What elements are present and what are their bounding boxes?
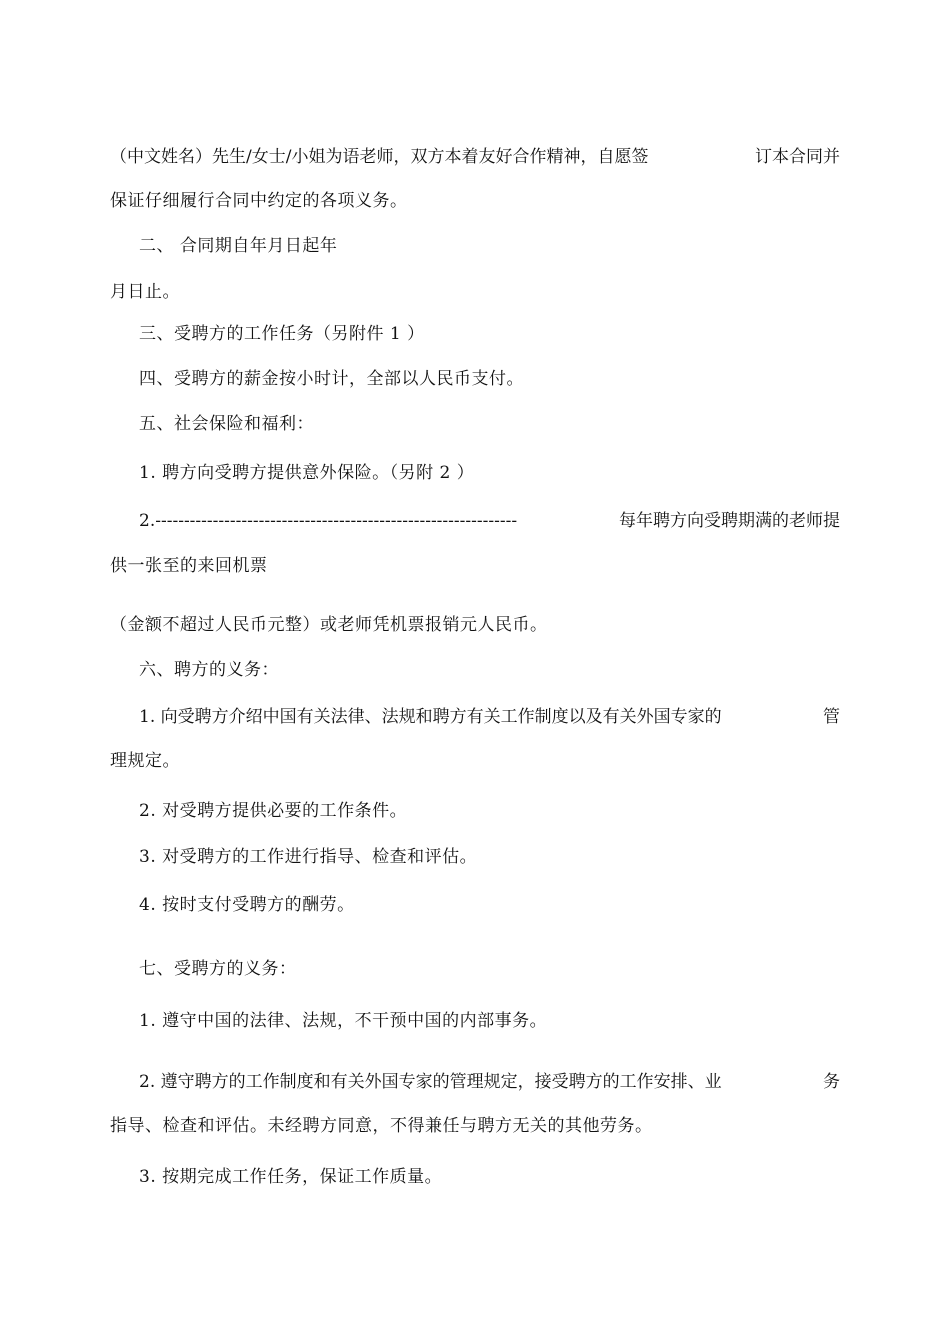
section-7-heading: 七、受聘方的义务： <box>139 959 297 979</box>
section-3-heading: 三、受聘方的工作任务（另附件 1 ） <box>139 324 425 344</box>
section-7-item-3: 3. 按期完成工作任务，保证工作质量。 <box>139 1167 443 1187</box>
section-6-item-1-tail: 管 <box>823 707 840 727</box>
section-7-item-2-tail: 务 <box>823 1072 840 1092</box>
section-6-item-1-line-2: 理规定。 <box>110 751 180 771</box>
section-5-item-1: 1. 聘方向受聘方提供意外保险。（另附 2 ） <box>139 463 475 483</box>
section-5-item-2-dashes: 2.--------------------------------------------------------------- <box>139 511 518 531</box>
section-5-item-2 <box>139 510 840 532</box>
section-2-continuation: 月日止。 <box>110 282 180 302</box>
section-6-item-1 <box>139 706 840 728</box>
section-6-item-4: 4. 按时支付受聘方的酬劳。 <box>139 895 355 915</box>
section-7-item-2 <box>139 1071 840 1093</box>
intro-line-1 <box>110 146 840 168</box>
section-5-item-2-text: 每年聘方向受聘期满的老师提 <box>619 511 840 531</box>
section-7-item-2-line-2: 指导、检查和评估。未经聘方同意，不得兼任与聘方无关的其他劳务。 <box>110 1116 653 1136</box>
intro-line-2: 保证仔细履行合同中约定的各项义务。 <box>110 191 408 211</box>
section-6-heading: 六、聘方的义务： <box>139 660 279 680</box>
section-7-item-1: 1. 遵守中国的法律、法规，不干预中国的内部事务。 <box>139 1011 548 1031</box>
section-4-heading: 四、受聘方的薪金按小时计，全部以人民币支付。 <box>139 369 524 389</box>
section-2-heading: 二、 合同期自年月日起年 <box>139 236 338 256</box>
section-5-item-2-line-3: （金额不超过人民币元整）或老师凭机票报销元人民币。 <box>110 615 548 635</box>
section-5-heading: 五、社会保险和福利： <box>139 414 314 434</box>
section-5-item-2-line-2: 供一张至的来回机票 <box>110 556 268 576</box>
intro-line-1-tail: 订本合同并 <box>755 147 840 167</box>
section-7-item-2-text: 2. 遵守聘方的工作制度和有关外国专家的管理规定，接受聘方的工作安排、业 <box>139 1072 722 1092</box>
intro-line-1-text: （中文姓名）先生/女士/小姐为语老师，双方本着友好合作精神，自愿签 <box>110 147 649 167</box>
section-6-item-2: 2. 对受聘方提供必要的工作条件。 <box>139 801 408 821</box>
section-6-item-1-text: 1. 向受聘方介绍中国有关法律、法规和聘方有关工作制度以及有关外国专家的 <box>139 707 722 727</box>
section-6-item-3: 3. 对受聘方的工作进行指导、检查和评估。 <box>139 847 478 867</box>
